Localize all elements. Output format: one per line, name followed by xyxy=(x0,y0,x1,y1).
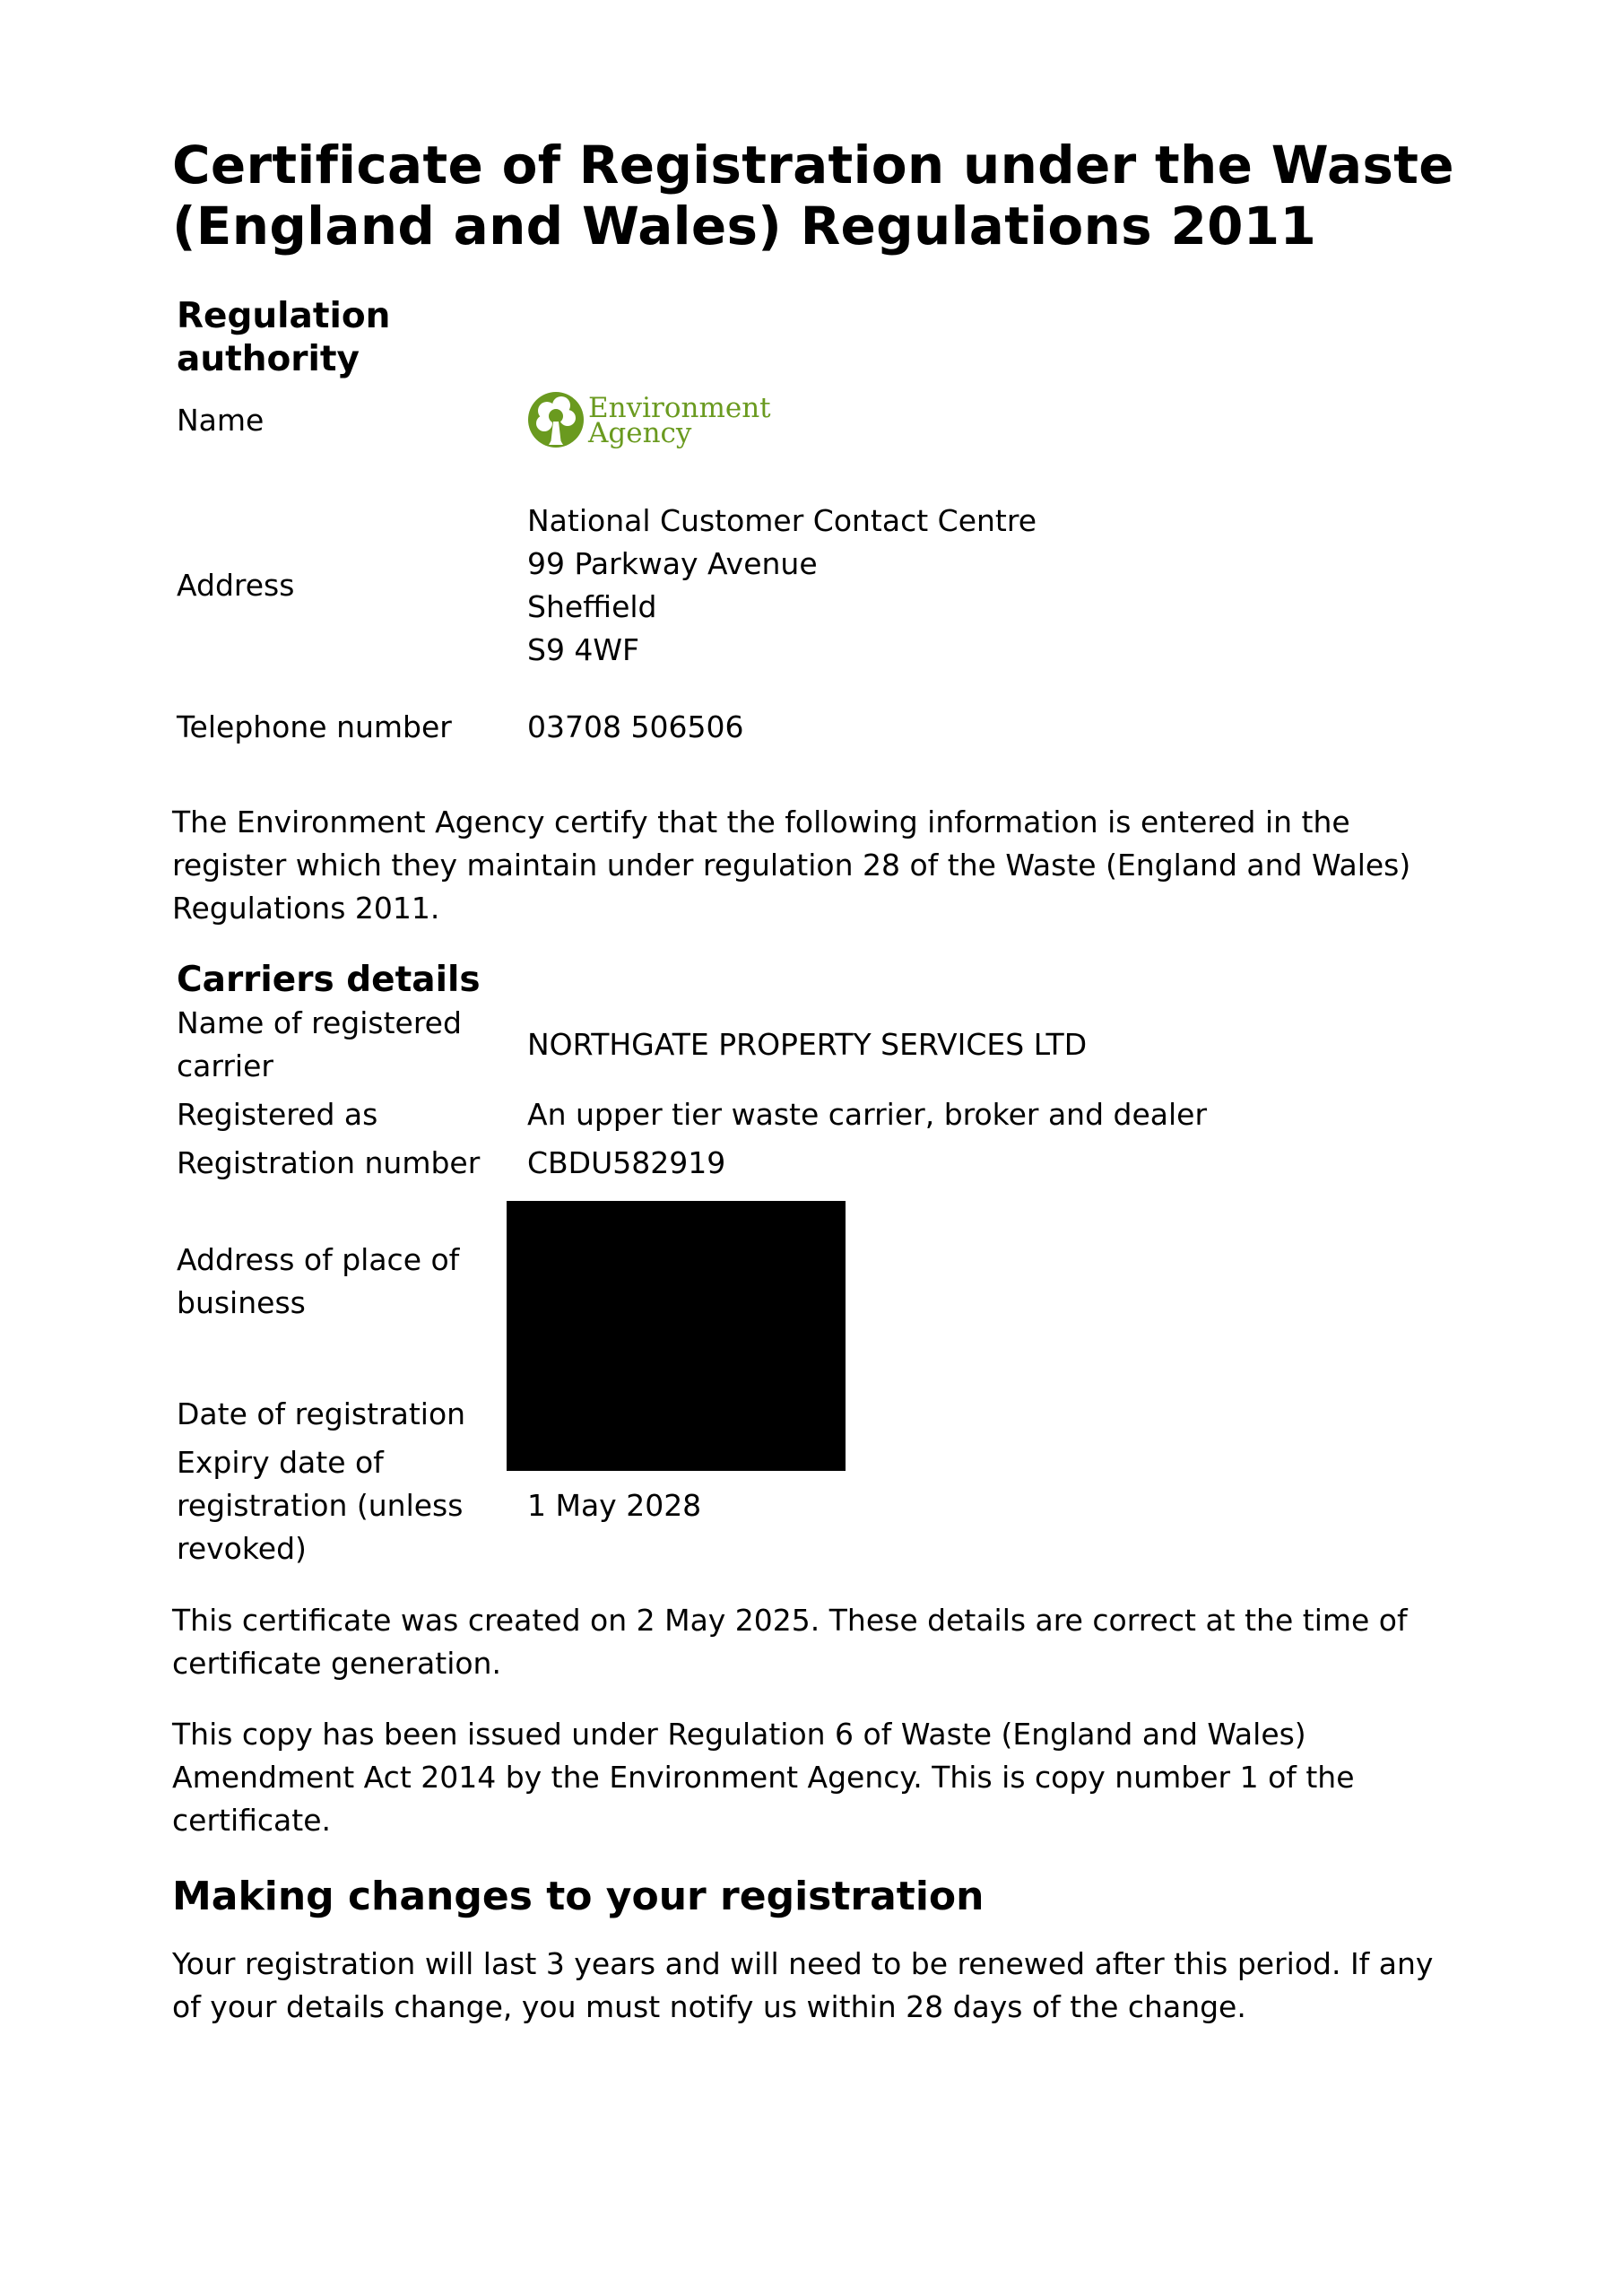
making-changes-heading: Making changes to your registration xyxy=(172,1874,984,1919)
regulation-authority-section xyxy=(172,295,1463,749)
certificate-page xyxy=(172,135,1463,2029)
address-line: National Customer Contact Centre xyxy=(527,503,1037,538)
address-line: S9 4WF xyxy=(527,632,640,667)
authority-name-label: Name xyxy=(177,403,265,438)
certify-statement: The Environment Agency certify that the following information is entered in the register which they maintain under regulation 28 of the Waste (England and Wales) Regulations 2011. xyxy=(172,804,1411,926)
business-address-label: Address of place of business xyxy=(177,1242,460,1320)
environment-agency-logo xyxy=(527,389,1463,452)
regulation-authority-heading: Regulation authority xyxy=(177,296,391,379)
logo-wordmark: Environment Agency xyxy=(588,392,771,449)
address-line: Sheffield xyxy=(527,589,657,624)
expiry-date-label: Expiry date of registration (unless revoked) xyxy=(177,1445,464,1566)
registration-date-label: Date of registration xyxy=(177,1396,466,1431)
registered-as-row xyxy=(172,1093,1463,1136)
copy-statement: This copy has been issued under Regulation 6 of Waste (England and Wales) Amendment Act 2014 by the Environment Agency. This is copy number 1 of the certificate. xyxy=(172,1717,1355,1838)
address-line: 99 Parkway Avenue xyxy=(527,546,818,581)
carrier-name-value: NORTHGATE PROPERTY SERVICES LTD xyxy=(527,1027,1088,1062)
registration-number-label: Registration number xyxy=(177,1145,481,1180)
telephone-value: 03708 506506 xyxy=(527,709,744,744)
carrier-name-row xyxy=(172,1002,1463,1088)
redaction-block xyxy=(507,1201,846,1471)
telephone-label: Telephone number xyxy=(177,709,452,744)
registered-as-value: An upper tier waste carrier, broker and dealer xyxy=(527,1097,1208,1132)
registered-as-label: Registered as xyxy=(177,1097,378,1132)
carriers-details-section xyxy=(172,959,1463,1570)
authority-telephone-row xyxy=(172,706,1463,749)
authority-address-row xyxy=(172,500,1463,672)
carrier-name-label: Name of registered carrier xyxy=(177,1005,462,1083)
page-title: Certificate of Registration under the Waste (England and Wales) Regulations 2011 xyxy=(172,135,1454,257)
registration-number-value: CBDU582919 xyxy=(527,1145,726,1180)
tree-logo-icon xyxy=(527,389,585,452)
created-statement: This certificate was created on 2 May 2025. These details are correct at the time of certificate generation. xyxy=(172,1603,1408,1681)
authority-address xyxy=(527,500,1463,672)
authority-name-row xyxy=(172,387,1463,455)
authority-address-label: Address xyxy=(177,568,295,603)
making-changes-text: Your registration will last 3 years and will need to be renewed after this period. If any of your details change, you must notify us within 28 days of the change. xyxy=(172,1946,1434,2024)
carriers-details-heading: Carriers details xyxy=(177,960,481,1000)
expiry-date-value: 1 May 2028 xyxy=(527,1488,702,1523)
registration-number-row xyxy=(172,1142,1463,1185)
